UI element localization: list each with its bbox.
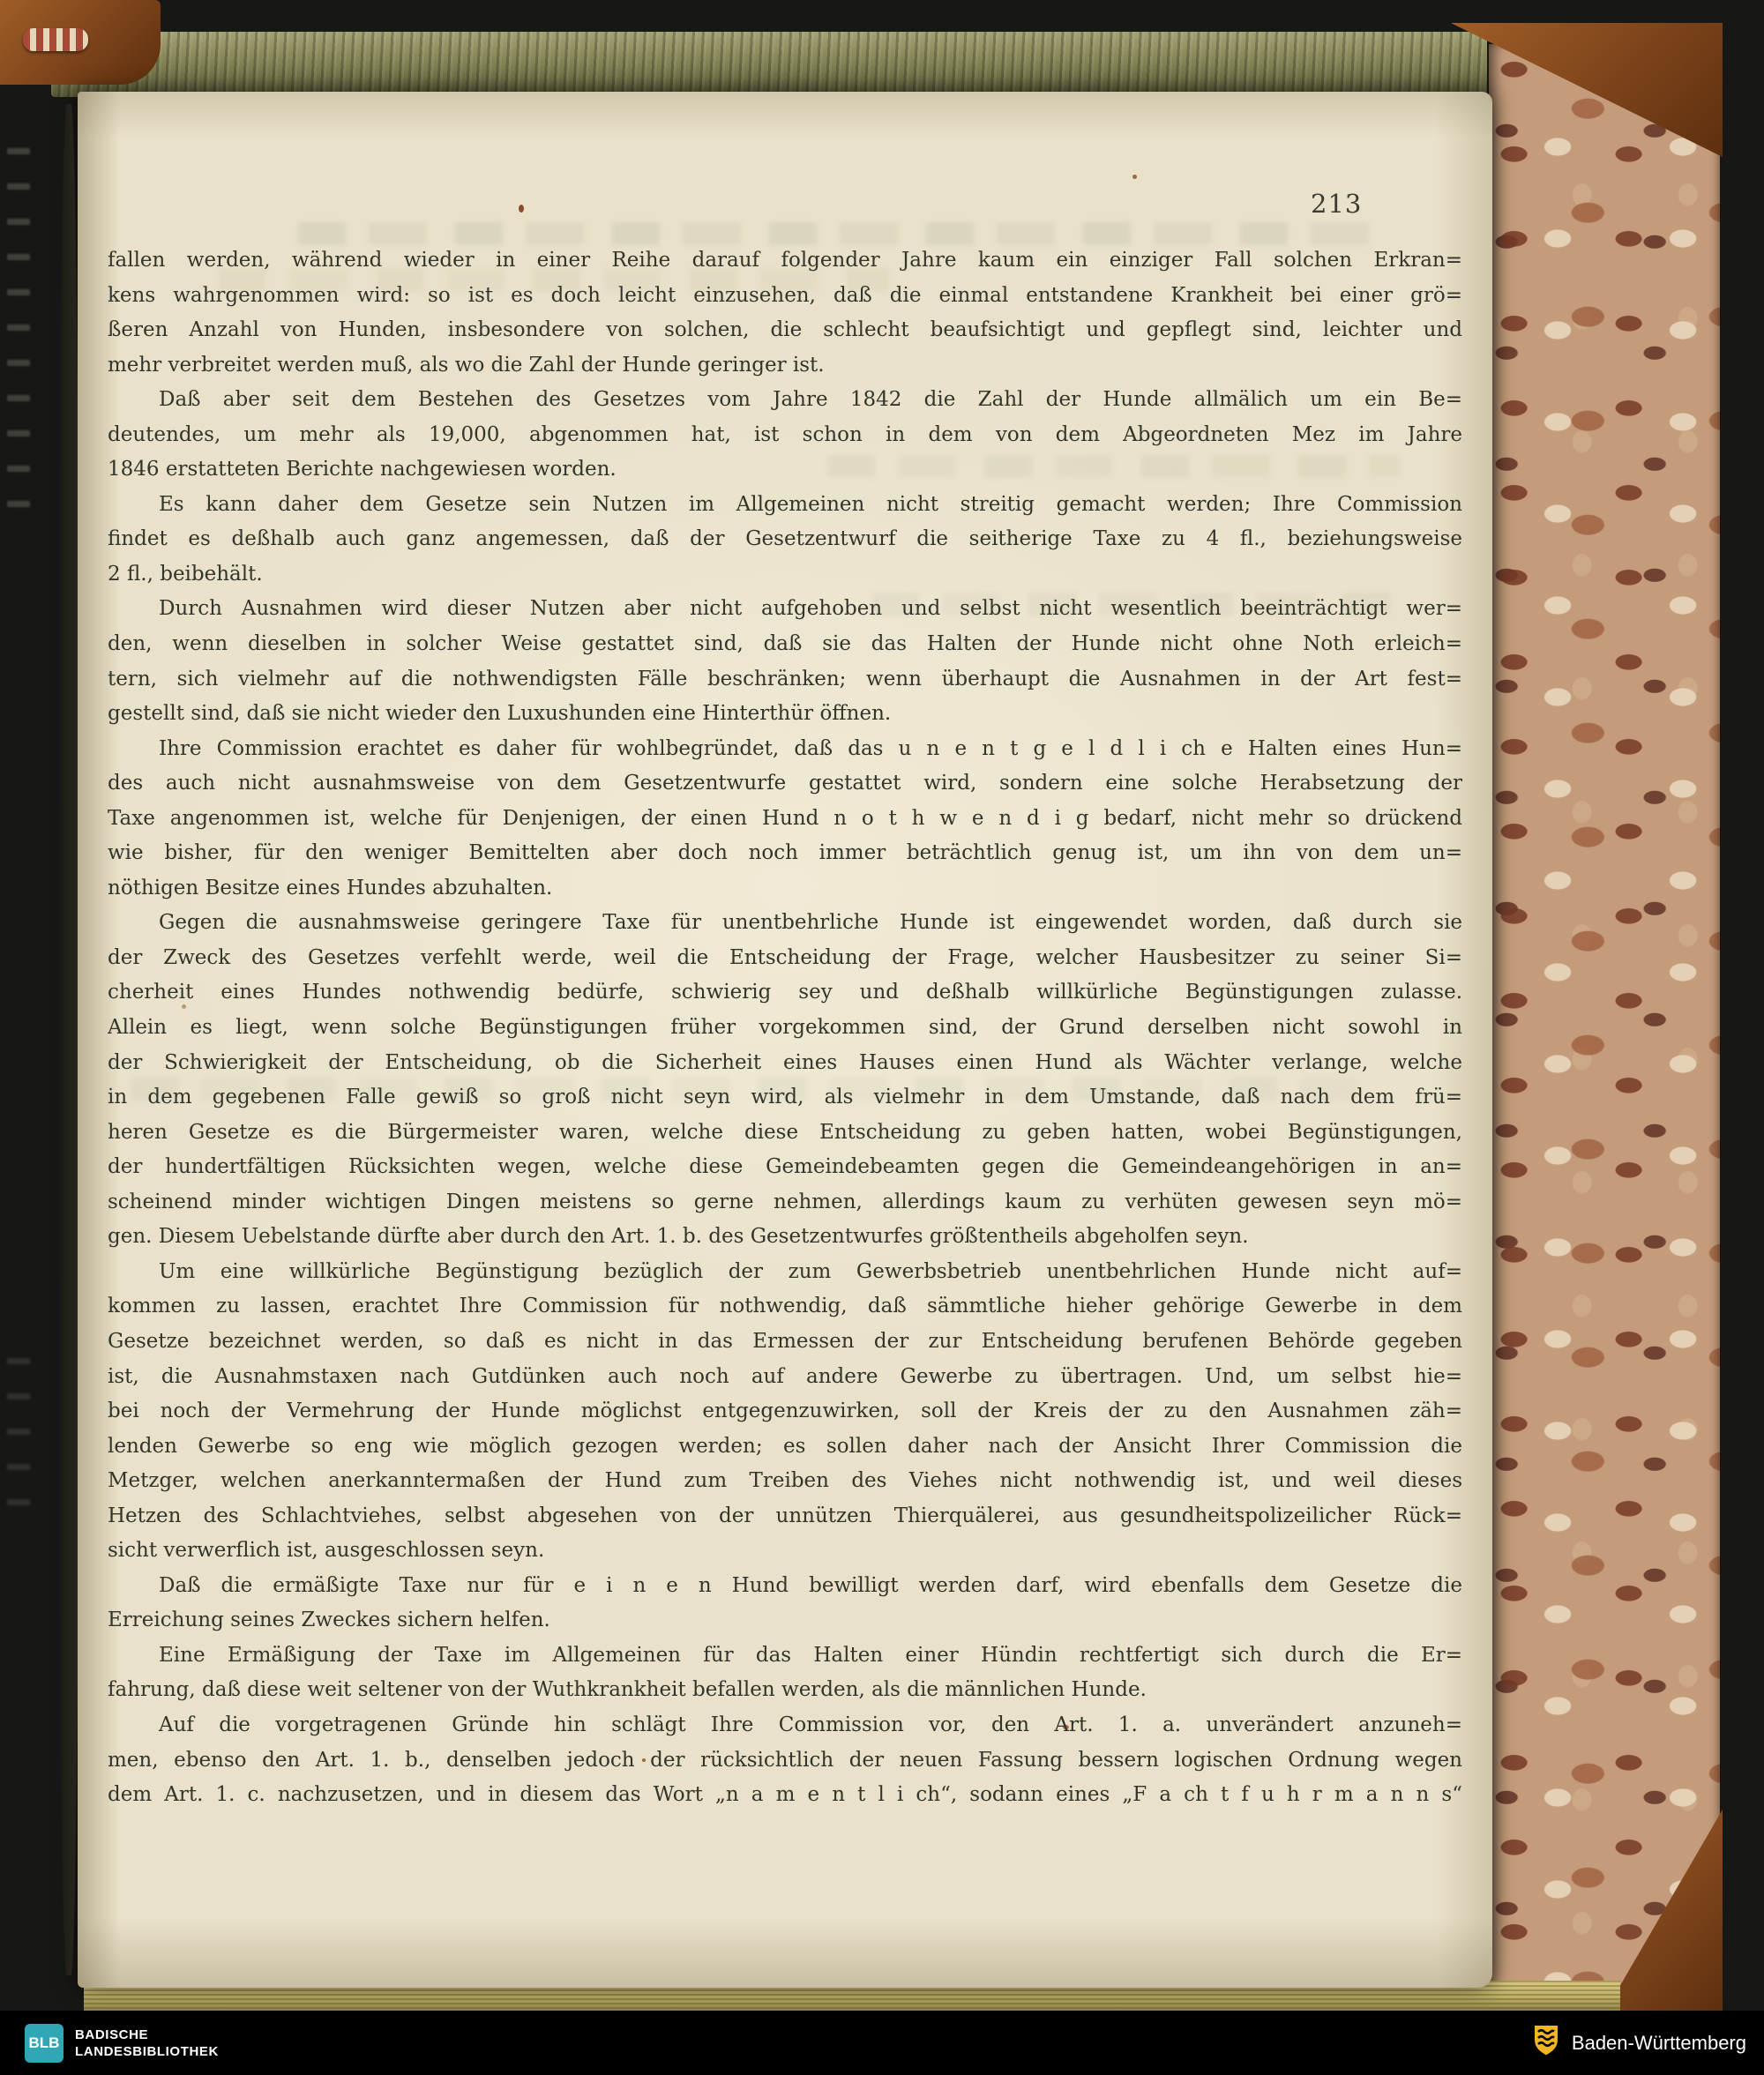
text-line: ßeren Anzahl von Hunden, insbesondere von solchen, die schlecht beaufsichtigt und gepflegt sind, leichter und — [108, 318, 1462, 342]
gutter-shadow — [58, 104, 79, 1975]
text-line: Durch Ausnahmen wird dieser Nutzen aber nicht aufgehoben und selbst nicht wesentlich beeinträchtigt wer= — [159, 597, 1462, 621]
endband-stripe — [23, 28, 88, 51]
text-line: Ihre Commission erachtet es daher für wohlbegründet, daß das u n e n t g e l d l i ch e Halten eines Hun= — [159, 736, 1462, 760]
text-line: findet es deßhalb auch ganz angemessen, daß der Gesetzentwurf die seitherige Taxe zu 4 fl., beziehungsweise — [108, 527, 1462, 551]
text-line: mehr verbreitet werden muß, als wo die Zahl der Hunde geringer ist. — [108, 353, 825, 377]
text-line: Metzger, welchen anerkanntermaßen der Hund zum Treiben des Viehes nicht nothwendig ist, und weil dieses — [108, 1469, 1462, 1493]
text-line: Gegen die ausnahmsweise geringere Taxe für unentbehrliche Hunde ist eingewendet worden, daß durch sie — [159, 911, 1462, 935]
showthrough-text-ghost — [298, 222, 1370, 245]
text-line: 2 fl., beibehält. — [108, 562, 263, 586]
text-line: sicht verwerflich ist, ausgeschlossen seyn. — [108, 1539, 545, 1563]
text-line: heren Gesetze es die Bürgermeister waren, welche diese Entscheidung zu geben hatten, wobei Begünstigungen, — [108, 1120, 1462, 1144]
text-line: Allein es liegt, wenn solche Begünstigungen früher vorgekommen sind, der Grund derselben nicht sowohl in — [108, 1016, 1462, 1040]
page-number: 213 — [1311, 189, 1363, 219]
blb-logo-badge: BLB — [25, 2024, 64, 2063]
text-line: Es kann daher dem Gesetze sein Nutzen im Allgemeinen nicht streitig gemacht werden; Ihre Commission — [159, 492, 1462, 516]
text-line: lenden Gewerbe so eng wie möglich gezogen werden; es sollen daher nach der Ansicht Ihrer Commission die — [108, 1434, 1462, 1458]
text-line: 1846 erstatteten Berichte nachgewiesen worden. — [108, 458, 617, 481]
paper-speck — [1132, 175, 1137, 179]
text-line: in dem gegebenen Falle gewiß so groß nicht seyn wird, als vielmehr in dem Umstande, daß nach dem frü= — [108, 1086, 1462, 1109]
text-line: Taxe angenommen ist, welche für Denjenigen, der einen Hund n o t h w e n d i g bedarf, nicht mehr so drückend — [108, 806, 1462, 830]
text-line: men, ebenso den Art. 1. b., denselben jedoch der rücksichtlich der neuen Fassung bessern logischen Ordnung wegen — [108, 1748, 1462, 1772]
marbled-cover-board — [1489, 44, 1720, 2014]
baden-wuerttemberg-coat-of-arms-icon — [1531, 2023, 1561, 2063]
text-line: Daß die ermäßigte Taxe nur für e i n e n Hund bewilligt werden darf, wird ebenfalls dem Gesetze die — [159, 1573, 1462, 1597]
text-line: Gesetze bezeichnet werden, so daß es nicht in das Ermessen der zur Entscheidung berufenen Behörde gegeben — [108, 1329, 1462, 1353]
library-name-line1: BADISCHE — [75, 2026, 149, 2042]
viewer-footer-bar — [0, 2011, 1764, 2075]
text-line: der Zweck des Gesetzes verfehlt werde, weil die Entscheidung der Frage, welcher Hausbesitzer zu seiner Si= — [108, 945, 1462, 969]
text-line: deutendes, um mehr als 19,000, abgenommen hat, ist schon in dem von dem Abgeordneten Mez im Jahre — [108, 422, 1462, 446]
text-line: Um eine willkürliche Begünstigung bezüglich der zum Gewerbsbetrieb unentbehrlichen Hunde nicht auf= — [159, 1259, 1462, 1283]
text-line: gen. Diesem Uebelstande dürfte aber durch den Art. 1. b. des Gesetzentwurfes größtentheils abgeholfen seyn. — [108, 1225, 1249, 1249]
spine-ghost-marks — [7, 1358, 30, 1508]
text-line: fallen werden, während wieder in einer Reihe darauf folgender Jahre kaum ein einziger Fall solchen Erkran= — [108, 249, 1462, 272]
text-line: fahrung, daß diese weit seltener von der Wuthkrankheit befallen werden, als die männlichen Hunde. — [108, 1678, 1147, 1702]
library-name-line2: LANDESBIBLIOTHEK — [75, 2043, 219, 2059]
library-logo — [25, 2024, 219, 2063]
text-line: tern, sich vielmehr auf die nothwendigsten Fälle beschränken; wenn überhaupt die Ausnahmen in der Art fest= — [108, 667, 1462, 690]
text-line: gestellt sind, daß sie nicht wieder den Luxushunden eine Hinterthür öffnen. — [108, 702, 892, 726]
library-name — [75, 2026, 219, 2060]
text-line: bei noch der Vermehrung der Hunde möglichst entgegenzuwirken, soll der Kreis der zu den Ausnahmen zäh= — [108, 1400, 1462, 1423]
state-name-label: Baden-Württemberg — [1571, 2031, 1746, 2054]
text-line: cherheit eines Hundes nothwendig bedürfe, schwierig sey und deßhalb willkürliche Begünstigungen zulasse. — [108, 981, 1462, 1004]
text-line: Auf die vorgetragenen Gründe hin schlägt Ihre Commission vor, den Art. 1. a. unverändert anzuneh= — [159, 1713, 1462, 1736]
paper-speck — [519, 205, 524, 213]
spine-ghost-marks — [7, 148, 30, 527]
text-line: Erreichung seines Zweckes sichern helfen. — [108, 1608, 550, 1632]
book-page — [78, 92, 1492, 1988]
text-line: der hundertfältigen Rücksichten wegen, welche diese Gemeindebeamten gegen die Gemeindeangehörigen in an= — [108, 1155, 1462, 1179]
text-line: des auch nicht ausnahmsweise von dem Gesetzentwurfe gestattet wird, sondern eine solche Herabsetzung der — [108, 772, 1462, 795]
text-line: Daß aber seit dem Bestehen des Gesetzes vom Jahre 1842 die Zahl der Hunde allmälich um ein Be= — [159, 388, 1462, 412]
text-line: den, wenn dieselben in solcher Weise gestattet sind, daß sie das Halten der Hunde nicht ohne Noth erleich= — [108, 632, 1462, 656]
book-top-page-edges — [51, 32, 1487, 97]
text-line: kens wahrgenommen wird: so ist es doch leicht einzusehen, daß die einmal entstandene Krankheit bei einer grö= — [108, 283, 1462, 307]
text-line: scheinend minder wichtigen Dingen meistens so gerne nehmen, allerdings kaum zu verhüten gewesen seyn mö= — [108, 1190, 1462, 1213]
page-text-block — [108, 243, 1462, 1813]
text-line: ist, die Ausnahmstaxen nach Gutdünken auch noch auf andere Gewerbe zu übertragen. Und, um selbst hie= — [108, 1364, 1462, 1388]
text-line: kommen zu lassen, erachtet Ihre Commission für nothwendig, daß sämmtliche hieher gehörige Gewerbe in dem — [108, 1295, 1462, 1318]
text-line: dem Art. 1. c. nachzusetzen, und in diesem das Wort „n a m e n t l i ch“, sodann eines „F a ch t f u h r m a n n s“ — [108, 1783, 1462, 1807]
text-line: nöthigen Besitze eines Hundes abzuhalten. — [108, 876, 553, 899]
text-line: wie bisher, für den weniger Bemittelten aber doch noch immer beträchtlich genug ist, um ihn von dem un= — [108, 841, 1462, 865]
text-line: der Schwierigkeit der Entscheidung, ob die Sicherheit eines Hauses einen Hund als Wächter verlange, welche — [108, 1050, 1462, 1074]
text-line: Eine Ermäßigung der Taxe im Allgemeinen für das Halten einer Hündin rechtfertigt sich durch die Er= — [159, 1643, 1462, 1667]
text-line: Hetzen des Schlachtviehes, selbst abgesehen von der unnützen Thierquälerei, aus gesundheitspolizeilicher Rück= — [108, 1504, 1462, 1527]
state-logo — [1531, 2023, 1746, 2063]
